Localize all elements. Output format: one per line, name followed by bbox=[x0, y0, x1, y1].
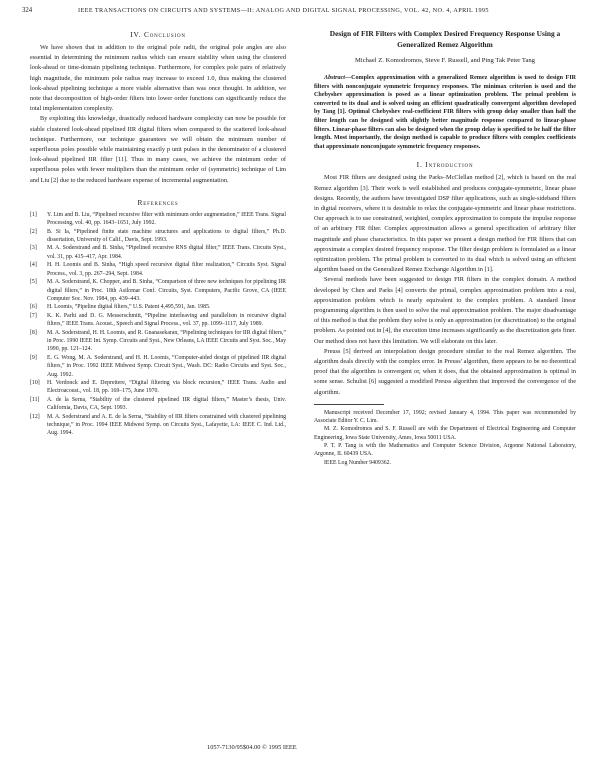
author-list: Michael Z. Komodromos, Steve F. Russell, and Ping Tak Peter Tang bbox=[355, 57, 535, 64]
reference-item bbox=[30, 413, 286, 438]
reference-number: [11] bbox=[30, 396, 40, 403]
journal-header: IEEE TRANSACTIONS ON CIRCUITS AND SYSTEMS—II: ANALOG AND DIGITAL SIGNAL PROCESSING, VOL. 42, NO. 4, APRIL 1995 bbox=[78, 7, 489, 14]
reference-item bbox=[30, 329, 286, 354]
reference-item bbox=[30, 228, 286, 245]
conclusion-paragraph: By exploiting this knowledge, drastically reduced hardware complexity can now be possible for stable clustered look-ahead pipelined IIR digital filters when compared to the scattered look-ahead technique. Furthermore, our technique guarantees we will obtain the minimum number of superfluous poles possible while maintaining exactly p unit pulses in the denominator of a clustered look-ahead pipelined IIR filter [11]. Thus in many cases, we achieve the minimum order of superfluous poles with fewer multipliers than the minimum order of (symmetric) technique of Lim and Liu [2] due to the reduced hardware expense of incremental augmentation. bbox=[30, 115, 286, 184]
reference-text: M. A. Soderstrand, H. H. Loomis, and R. Gnanasekaran, “Pipelining techniques for IIR digital filters,” in Proc. 1990 IEEE Int. Symp. Circuits and Syst., New Orleans, LA IEEE Circuits and Syst. Soc., May 1990, pp. 121–124. bbox=[47, 329, 286, 353]
abstract-lead: Abstract— bbox=[324, 75, 352, 81]
reference-item bbox=[30, 379, 286, 396]
abstract bbox=[314, 74, 576, 151]
footnote: P. T. P. Tang is with the Mathematics and Computer Science Division, Argonne National Laboratory, Argonne, IL 60439 USA. bbox=[314, 443, 576, 458]
introduction-paragraph: Most FIR filters are designed using the Parks–McClellan method [2], which is based on the real Remez algorithm [3]. Their work is well established and produces conjugate-symmetric, linear phase designs. Recently, the authors have investigated DSP filter applications, such as single-sideband filters in digital receivers, where it is desirable to relax the conjugate-symmetric and linear phase restrictions. Our approach is to use constrained, weighted, complex approximation to compute the impulse response of an arbitrary FIR filter. Complex approximation allows a general specification of arbitrary filter magnitude and phase characteristics. In this paper we present a design method for FIR filters that can approximate a complex desired frequency response. The filter design problem is formulated as a linear optimization problem. The primal problem is converted to its dual which is solved using an efficient algorithm based on the Generalized Remez Exchange Algorithm in [1]. bbox=[314, 174, 576, 274]
paper-title: Design of FIR Filters with Complex Desired Frequency Response Using a Generalized Remez Algorithm bbox=[329, 29, 561, 49]
introduction-heading: I. Introduction bbox=[416, 160, 474, 170]
reference-text: E. G. Wong, M. A. Soderstrand, and H. H. Loomis, “Computer-aided design of pipelined IIR digital filters,” in Proc. 1992 IEEE Midwest Symp. Circuit Syst., Wash. DC: Radio Circuits and Syst. Soc., Aug. 1992. bbox=[47, 354, 286, 378]
reference-number: [9] bbox=[30, 354, 37, 361]
abstract-text: Complex approximation with a generalized Remez algorithm is used to design FIR filters with nonconjugate symmetric frequency responses. The minimax criterion is used and the Chebyshev approximation is posed as a linear optimization problem. The primal problem is converted to its dual and is solved using an efficient quadratically convergent algorithm developed by Tang [1]. Optimal Chebyshev real-coefficient FIR filters with group delay smaller than half the filter length can be designed with slightly better magnitude response compared to linear-phase filters. Linear-phase filters can also be designed when the group delay is specified to be half the filter length. Most importantly, the design method is capable to produce filters with complex coefficients that approximate nonconjugate symmetric frequency responses. bbox=[314, 75, 576, 150]
reference-text: A. de la Serna, “Stability of the clustered pipelined IIR digital filters,” Master’s thesis, Univ. California, Davis, CA, Sept. 1993. bbox=[47, 396, 286, 412]
reference-number: [8] bbox=[30, 329, 37, 336]
conclusion-paragraph: We have shown that in addition to the original pole radii, the original pole angles are also essential in determining the minimum radius which can ensure stability when using the clustered look-ahead or time-domain pipelining technique. Furthermore, for complex pole pairs of relatively high magnitude, the minimum pole radius may increase to exceed 1.0, thus making the clustered look-ahead pipelining technique a more viable alternative than was once thought. In addition, we note that decomposition of high-order filters into lower order functions can significantly reduce the total implementation complexity. bbox=[30, 44, 286, 113]
reference-item bbox=[30, 244, 286, 261]
reference-number: [10] bbox=[30, 379, 40, 386]
reference-text: M. A. Soderstrand, K. Chopper, and B. Sinha, “Comparison of three new techniques for pipelining IIR digital filters,” in Proc. 18th Asilomar Conf. Circuits, Syst. Computers, Pacific Grove, CA (IEEE Computer Soc. Nov. 1984, pp. 439–443. bbox=[47, 279, 286, 302]
introduction-paragraph: Several methods have been suggested to design FIR filters in the complex domain. A method developed by Chen and Parks [4] converts the primal, complex approximation problem into a real, approximation problem which is nearly equivalent to the complex problem. A standard linear programming algorithm is then used to solve the real approximation problem. The major disadvantage of this method is that the problem they solve is only an approximation (or discretization) to the original problem. As pointed out in [4], the execution time increases significantly as the discretization gets finer. Our method does not have this limitation. We will elaborate on this later. bbox=[314, 276, 576, 345]
reference-text: M. A. Soderstrand and B. Sinha, “Pipelined recursive RNS digital filter,” IEEE Trans. Circuits Syst., vol. 31, pp. 415–417, Apr. 1984. bbox=[47, 245, 286, 260]
reference-list bbox=[30, 211, 286, 438]
reference-item bbox=[30, 354, 286, 379]
reference-number: [3] bbox=[30, 245, 37, 252]
introduction-paragraph: Preuss [5] derived an interpolation design procedure similar to the real Remez algorithm. The algorithm deals directly with the complex error. In Preuss' algorithm, there appears to be no theoretical proof that the algorithm is convergent or, when it does, that the obtained approximation is optimal in some sense. Schulist [6] suggested a modified Preuss algorithm that improved the convergence of the algorithm. bbox=[314, 347, 576, 396]
reference-item bbox=[30, 312, 286, 329]
reference-item bbox=[30, 278, 286, 303]
copyright-code: 1057-7130/95$04.00 © 1995 IEEE bbox=[207, 744, 297, 751]
reference-item bbox=[30, 261, 286, 278]
footnote: IEEE Log Number 9409362. bbox=[324, 459, 391, 466]
reference-text: B. Si Ia, “Pipelined finite state machine structures and applications to digital filters,” Ph.D. dissertation, University of Calif., Davis, Sept. 1993. bbox=[47, 228, 286, 244]
reference-number: [5] bbox=[30, 279, 37, 286]
footnote: Manuscript received December 17, 1992; revised January 4, 1994. This paper was recommended by Associate Editor Y. C. Lim. bbox=[314, 409, 576, 425]
reference-text: H. Loomis, “Pipeline digital filters,” U.S. Patent 4,495,591, Jan. 1985. bbox=[47, 304, 211, 311]
left-column bbox=[30, 26, 286, 438]
reference-item bbox=[30, 211, 286, 228]
reference-text: H. Verdonck and E. Deprettere, “Digital filtering via block recursion,” IEEE Trans. Audio and Electroacoust., vol. 18, pp. 169–175, June 1970. bbox=[47, 379, 286, 395]
reference-number: [12] bbox=[30, 413, 40, 420]
reference-text: Y. Lim and B. Liu, “Pipelined recursive filter with minimum order augmentation,” IEEE Trans. Signal Processing, vol. 40, pp. 1643–1651, July 1992. bbox=[47, 211, 286, 227]
reference-number: [1] bbox=[30, 211, 37, 218]
reference-text: H. H. Loomis and B. Sinha, “High speed recursive digital filter realization,” Circuits Syst. Signal Process., vol. 3, pp. 267–294, Sept. 1984. bbox=[47, 262, 286, 277]
footnote: M. Z. Komodromos and S. F. Russell are with the Department of Electrical Engineering and Computer Engineering, Iowa State University, Ames, Iowa 50011 USA. bbox=[314, 426, 576, 441]
reference-item bbox=[30, 396, 286, 413]
reference-number: [2] bbox=[30, 228, 37, 235]
references-heading: References bbox=[137, 197, 179, 207]
reference-item bbox=[30, 303, 286, 311]
right-column bbox=[314, 26, 576, 467]
reference-text: K. K. Parhi and D. G. Messerschmitt, “Pipeline interleaving and parallelism in recursive digital filters,” IEEE Trans. Acoust., Speech and Signal Process., vol. 37, pp. 1099–1117, July 1989. bbox=[47, 312, 286, 328]
reference-number: [4] bbox=[30, 262, 37, 269]
reference-text: M. A. Soderstrand and A. E. de la Serna, “Stability of IIR filters constrained with clustered pipelining technique,” in Proc. 1994 IEEE Midwest Symp. on Circuits Syst., Lafayette, LA: IEEE C. Ind. Ltd., Aug. 1994. bbox=[47, 413, 286, 437]
conclusion-heading: IV. Conclusion bbox=[130, 30, 186, 39]
footnote-divider bbox=[314, 404, 384, 405]
reference-number: [6] bbox=[30, 304, 37, 311]
page-number: 324 bbox=[22, 7, 33, 14]
reference-number: [7] bbox=[30, 312, 37, 319]
